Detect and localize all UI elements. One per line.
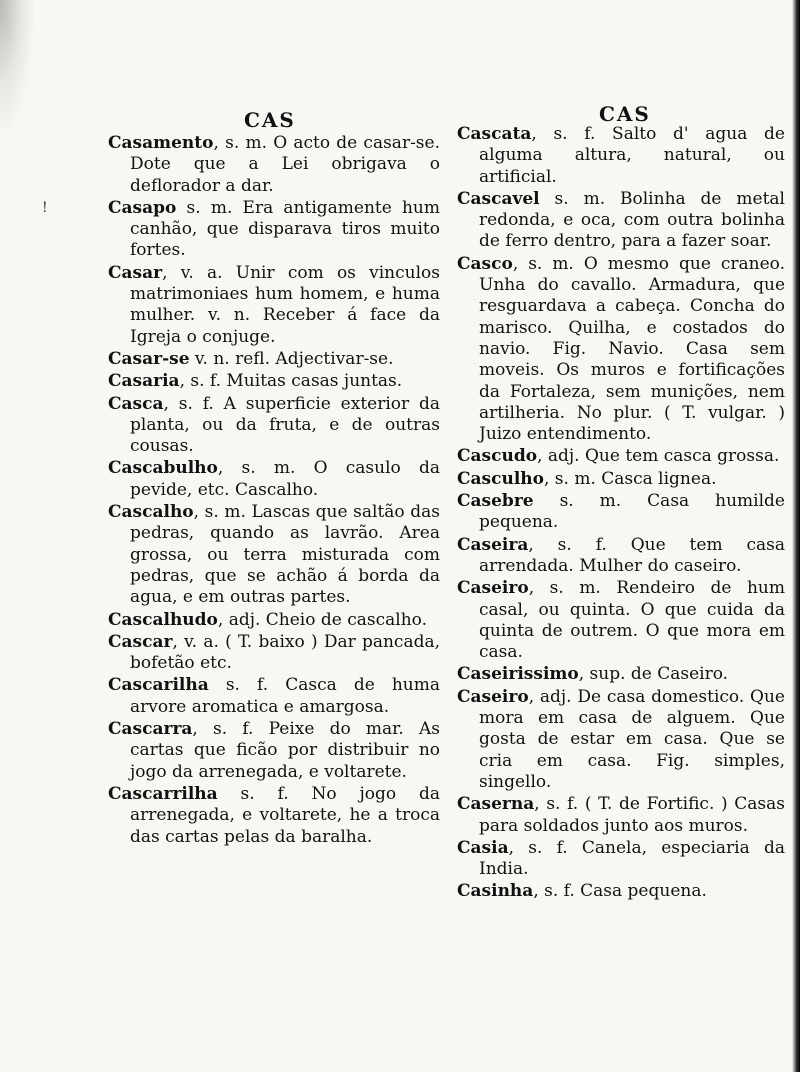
definition: , adj. De casa domestico. Que mora em casa de alguem. Que gosta de estar em casa. Que se cria em casa. Fig. simples, singello. — [479, 686, 785, 792]
definition: , s. f. Muitas casas juntas. — [179, 371, 403, 392]
definition: , s. m. Lascas que saltão das pedras, quando as lavrão. Area grossa, ou terra misturada com pedras, que se achão á borda da agua, e em outras partes. — [130, 502, 440, 608]
dictionary-entry — [108, 502, 440, 608]
definition: , s. f. Peixe do mar. As cartas que ficão por distribuir no jogo da arrenegada, e voltarete. — [130, 719, 440, 782]
definition: , s. f. A superficie exterior da planta, ou da fruta, e de outras cousas. — [130, 393, 440, 457]
dictionary-entry — [108, 198, 440, 262]
definition: , adj. Que tem casca grossa. — [537, 446, 780, 467]
headword: Caserna — [457, 794, 535, 815]
definition: s. f. No jogo da arrenegada, e voltarete, he a troca das cartas pelas da baralha. — [130, 783, 440, 847]
dictionary-entry — [108, 784, 440, 848]
headword: Casar — [108, 262, 163, 283]
definition: , s. m. Casca lignea. — [543, 468, 717, 489]
definition: , s. m. O acto de casar-se. Dote que a Lei obrigava o deflorador a dar. — [130, 133, 440, 196]
headword: Cascabulho — [108, 458, 218, 479]
dictionary-entry — [108, 632, 440, 675]
headword: Casco — [457, 253, 513, 274]
headword: Casar-se — [108, 348, 190, 369]
headword: Caseiro — [457, 578, 529, 599]
headword: Cascar — [108, 631, 173, 652]
dictionary-entry — [457, 794, 785, 837]
headword: Cascudo — [457, 446, 538, 467]
dictionary-entry — [108, 133, 440, 197]
dictionary-entry — [457, 535, 785, 578]
margin-mark: ! — [42, 200, 48, 216]
dictionary-entry — [457, 881, 785, 902]
definition: , s. m. Rendeiro de hum casal, ou quinta. O que cuida da quinta de outrem. O que mora em casa. — [479, 578, 785, 663]
headword: Casca — [108, 393, 164, 414]
definition: , s. f. Salto d' agua de alguma altura, natural, ou artificial. — [479, 124, 785, 187]
dictionary-entry — [108, 610, 440, 631]
dictionary-entry — [457, 254, 785, 446]
dictionary-entry — [457, 578, 785, 663]
definition: s. m. Era antigamente hum canhão, que disparava tiros muito fortes. — [130, 197, 440, 261]
definition: s. m. Bolinha de metal redonda, e oca, com outra bolinha de ferro dentro, para a fazer soar. — [479, 188, 785, 252]
definition: , s. f. Canela, especiaria da India. — [479, 837, 785, 880]
dictionary-entry — [108, 394, 440, 458]
dictionary-entry — [457, 446, 785, 467]
headword: Casinha — [457, 881, 534, 902]
definition: , sup. de Caseiro. — [578, 664, 729, 685]
definition: , s. f. Casa pequena. — [533, 881, 707, 902]
headword: Caseira — [457, 534, 529, 555]
headword: Cascarilha — [108, 675, 209, 696]
headword: Casaria — [108, 371, 180, 392]
headword: Casculho — [457, 468, 544, 489]
dictionary-entry — [457, 664, 785, 685]
definition: , adj. Cheio de cascalho. — [217, 609, 427, 630]
dictionary-entry — [457, 469, 785, 490]
definition: , s. m. O casulo da pevide, etc. Cascalho. — [130, 458, 440, 500]
headword: Cascalho — [108, 502, 194, 523]
dictionary-entry — [108, 458, 440, 501]
headword: Casamento — [108, 133, 214, 153]
definition: s. m. Casa humilde pequena. — [479, 491, 785, 533]
dictionary-entry — [108, 371, 440, 392]
dictionary-entry — [457, 189, 785, 253]
definition: , v. a. ( T. baixo ) Dar pancada, bofetão etc. — [130, 631, 440, 674]
page-edge — [792, 0, 800, 1072]
definition: , v. a. Unir com os vinculos matrimoniaes hum homem, e huma mulher. v. n. Receber á face da Igreja o conjuge. — [130, 262, 440, 347]
headword: Cascavel — [457, 188, 540, 209]
dictionary-entry — [457, 838, 785, 881]
definition: , s. f. ( T. de Fortific. ) Casas para soldados junto aos muros. — [479, 794, 785, 836]
headword: Caseirissimo — [457, 664, 579, 685]
headword: Cascata — [457, 124, 532, 144]
headword: Casebre — [457, 491, 534, 512]
dictionary-entry — [108, 675, 440, 718]
dictionary-entry — [457, 687, 785, 793]
definition: s. f. Casca de huma arvore aromatica e amargosa. — [130, 675, 440, 717]
left-column-header: CAS — [244, 108, 296, 132]
definition: , s. f. Que tem casa arrendada. Mulher do caseiro. — [479, 534, 785, 576]
dictionary-entry — [108, 719, 440, 783]
right-entries — [457, 124, 785, 904]
headword: Cascarrilha — [108, 783, 218, 804]
definition: , s. m. O mesmo que craneo. Unha do cavallo. Armadura, que resguardava a cabeça. Concha do marisco. Quilha, e costados do navio. Fig. Navio. Casa sem moveis. Os muros e fortificações da Fortaleza, sem munições, nem artilheria. No plur. ( T. vulgar. ) Juizo entendimento. — [479, 253, 785, 445]
dictionary-entry — [457, 124, 785, 188]
dictionary-entry — [108, 349, 440, 370]
definition: v. n. refl. Adjectivar-se. — [189, 348, 394, 369]
dictionary-entry — [108, 263, 440, 348]
left-entries — [108, 133, 440, 849]
right-column-header: CAS — [599, 102, 651, 126]
headword: Casapo — [108, 197, 177, 218]
headword: Casia — [457, 837, 509, 858]
headword: Cascalhudo — [108, 609, 218, 630]
headword: Caseiro — [457, 686, 529, 707]
scan-shadow — [0, 0, 34, 130]
headword: Cascarra — [108, 719, 193, 740]
dictionary-entry — [457, 491, 785, 534]
